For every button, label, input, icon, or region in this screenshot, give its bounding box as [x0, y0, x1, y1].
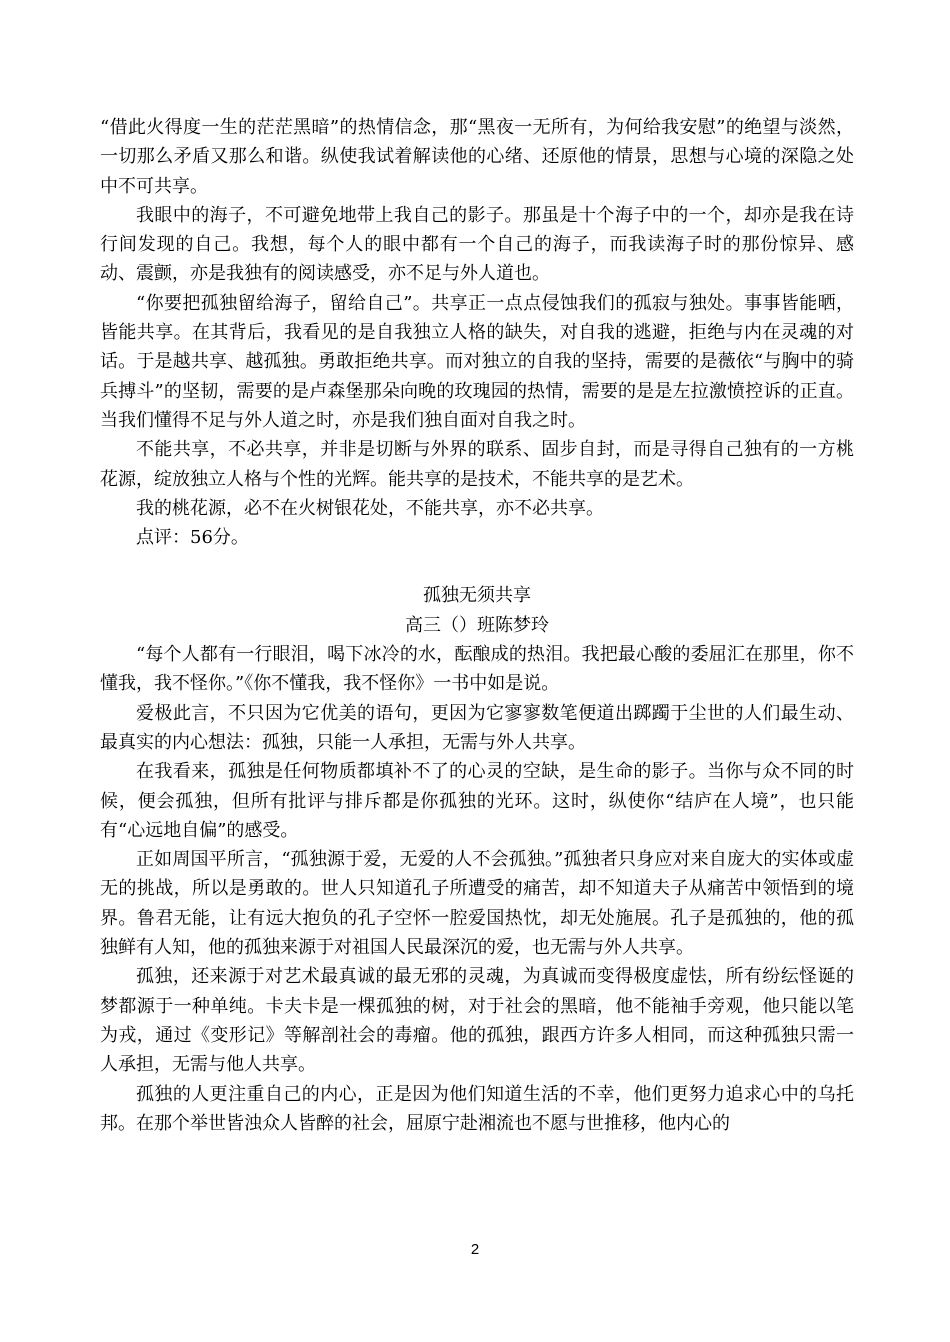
essay2-title: 孤独无须共享	[423, 585, 531, 607]
essay2-paragraph: 孤独，还来源于对艺术最真诚的最无邪的灵魂，为真诚而变得极度虚怯，所有纷纭怪诞的梦都源于一种单纯。卡夫卡是一棵孤独的树，对于社会的黑暗，他不能袖手旁观，他只能以笔为戎，通过《变形记》等解剖社会的毒瘤。他的孤独，跟西方许多人相同，而这种孤独只需一人承担，无需与他人共享。	[100, 966, 854, 1076]
essay1-paragraph: “你要把孤独留给海子，留给自己”。共享正一点点侵蚀我们的孤寂与独处。事事皆能晒，皆能共享。在其背后，我看见的是自我独立人格的缺失，对自我的逃避，拒绝与内在灵魂的对话。于是越共享、越孤独。勇敢拒绝共享。而对独立的自我的坚持，需要的是薇依“与胸中的骑兵搏斗”的坚韧，需要的是卢森堡那朵向晚的玫瑰园的热情，需要的是是左拉激愤控诉的正直。当我们懂得不足与外人道之时，亦是我们独自面对自我之时。	[100, 292, 854, 431]
essay1-paragraph: 我眼中的海子，不可避免地带上我自己的影子。那虽是十个海子中的一个，却亦是我在诗行间发现的自己。我想，每个人的眼中都有一个自己的海子，而我读海子时的那份惊异、感动、震颤，亦是我独有的阅读感受，亦不足与外人道也。	[100, 204, 854, 285]
essay2-author: 高三（）班陈梦玲	[405, 614, 549, 636]
page-number: 2	[470, 1241, 480, 1258]
essay2-paragraph: 在我看来，孤独是任何物质都填补不了的心灵的空缺，是生命的影子。当你与众不同的时候，便会孤独，但所有批评与排斥都是你孤独的光环。这时，纵使你“结庐在人境”，也只能有“心远地自偏”的感受。	[100, 761, 854, 841]
essay2-paragraph: 正如周国平所言，“孤独源于爱，无爱的人不会孤独。”孤独者只身应对来自庞大的实体或虚无的挑战，所以是勇敢的。世人只知道孔子所遭受的痛苦，却不知道夫子从痛苦中领悟到的境界。鲁君无能，让有远大抱负的孔子空怀一腔爱国热忱，却无处施展。孔子是孤独的，他的孤独鲜有人知，他的孤独来源于对祖国人民最深沉的爱，也无需与外人共享。	[100, 849, 854, 959]
essay2-paragraph: 孤独的人更注重自己的内心，正是因为他们知道生活的不幸，他们更努力追求心中的乌托邦。在那个举世皆浊众人皆醉的社会，屈原宁赴湘流也不愿与世推移，他内心的	[100, 1083, 854, 1134]
essay1-comment: 点评：56分。	[136, 527, 249, 549]
essay1-paragraph: 我的桃花源，必不在火树银花处，不能共享，亦不必共享。	[136, 497, 604, 519]
essay2-paragraph: 爱极此言，不只因为它优美的语句，更因为它寥寥数笔便道出踯躅于尘世的人们最生动、最真实的内心想法：孤独，只能一人承担，无需与外人共享。	[100, 702, 854, 753]
section-spacer	[100, 552, 854, 581]
essay1-paragraph: “借此火得度一生的茫茫黑暗”的热情信念，那“黑夜一无所有，为何给我安慰”的绝望与淡然，一切那么矛盾又那么和谐。纵使我试着解读他的心绪、还原他的情景，思想与心境的深隐之处中不可共享。	[100, 117, 854, 197]
essay2-paragraph: “每个人都有一行眼泪，喝下冰冷的水，酝酿成的热泪。我把最心酸的委屈汇在那里，你不懂我，我不怪你。”《你不懂我，我不怪你》一书中如是说。	[100, 644, 854, 695]
document-body	[100, 113, 854, 1138]
essay1-paragraph: 不能共享，不必共享，并非是切断与外界的联系、固步自封，而是寻得自己独有的一方桃花源，绽放独立人格与个性的光辉。能共享的是技术，不能共享的是艺术。	[100, 439, 854, 490]
